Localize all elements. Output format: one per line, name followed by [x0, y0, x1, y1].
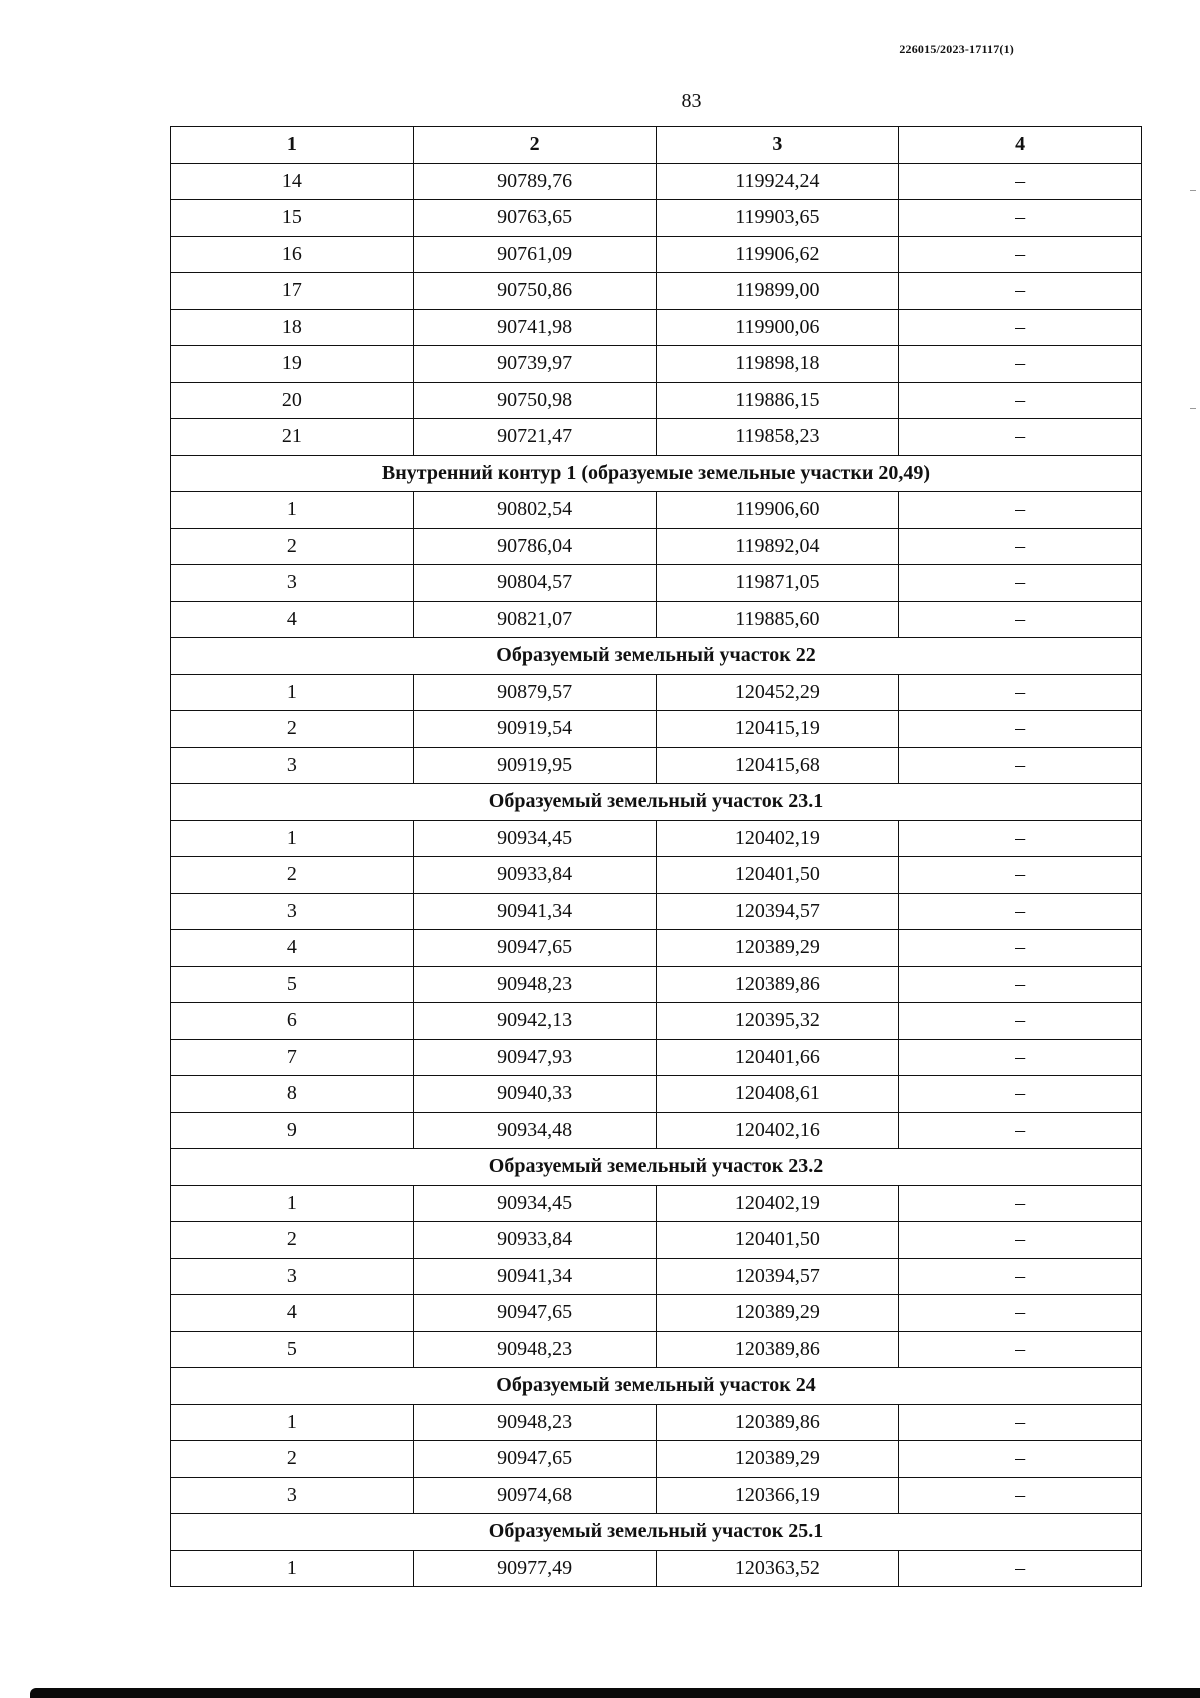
- y-coordinate-cell: 120402,16: [656, 1112, 899, 1149]
- point-number-cell: 1: [171, 1404, 414, 1441]
- table-row: [171, 1039, 1142, 1076]
- y-coordinate-cell: 119885,60: [656, 601, 899, 638]
- point-number-cell: 3: [171, 893, 414, 930]
- column-4-cell: –: [899, 1222, 1142, 1259]
- table-row: [171, 1003, 1142, 1040]
- point-number-cell: 2: [171, 1222, 414, 1259]
- column-4-cell: –: [899, 1295, 1142, 1332]
- column-4-cell: –: [899, 200, 1142, 237]
- point-number-cell: 3: [171, 1477, 414, 1514]
- point-number-cell: 1: [171, 492, 414, 529]
- point-number-cell: 3: [171, 747, 414, 784]
- point-number-cell: 1: [171, 820, 414, 857]
- x-coordinate-cell: 90750,98: [413, 382, 656, 419]
- table-row: [171, 1185, 1142, 1222]
- header-col-1: 1: [171, 127, 414, 164]
- column-4-cell: –: [899, 1039, 1142, 1076]
- y-coordinate-cell: 119858,23: [656, 419, 899, 456]
- x-coordinate-cell: 90750,86: [413, 273, 656, 310]
- x-coordinate-cell: 90821,07: [413, 601, 656, 638]
- table-row: [171, 163, 1142, 200]
- table-row: [171, 674, 1142, 711]
- table-row: [171, 1112, 1142, 1149]
- point-number-cell: 4: [171, 930, 414, 967]
- y-coordinate-cell: 119871,05: [656, 565, 899, 602]
- section-header-row: [171, 455, 1142, 492]
- y-coordinate-cell: 120401,50: [656, 1222, 899, 1259]
- x-coordinate-cell: 90802,54: [413, 492, 656, 529]
- table-row: [171, 492, 1142, 529]
- y-coordinate-cell: 119898,18: [656, 346, 899, 383]
- table-row: [171, 893, 1142, 930]
- x-coordinate-cell: 90947,65: [413, 1295, 656, 1332]
- column-4-cell: –: [899, 1331, 1142, 1368]
- point-number-cell: 20: [171, 382, 414, 419]
- x-coordinate-cell: 90947,65: [413, 930, 656, 967]
- x-coordinate-cell: 90739,97: [413, 346, 656, 383]
- point-number-cell: 2: [171, 711, 414, 748]
- x-coordinate-cell: 90763,65: [413, 200, 656, 237]
- table-row: [171, 966, 1142, 1003]
- header-col-2: 2: [413, 127, 656, 164]
- column-4-cell: –: [899, 1441, 1142, 1478]
- x-coordinate-cell: 90761,09: [413, 236, 656, 273]
- section-header-row: [171, 1514, 1142, 1551]
- point-number-cell: 9: [171, 1112, 414, 1149]
- y-coordinate-cell: 119906,62: [656, 236, 899, 273]
- y-coordinate-cell: 119906,60: [656, 492, 899, 529]
- coordinates-table: [170, 126, 1142, 1587]
- y-coordinate-cell: 120452,29: [656, 674, 899, 711]
- x-coordinate-cell: 90804,57: [413, 565, 656, 602]
- column-4-cell: –: [899, 711, 1142, 748]
- point-number-cell: 1: [171, 1550, 414, 1587]
- column-4-cell: –: [899, 1477, 1142, 1514]
- table-row: [171, 565, 1142, 602]
- y-coordinate-cell: 120402,19: [656, 820, 899, 857]
- table-row: [171, 419, 1142, 456]
- section-header-row: [171, 1368, 1142, 1405]
- y-coordinate-cell: 119903,65: [656, 200, 899, 237]
- point-number-cell: 19: [171, 346, 414, 383]
- x-coordinate-cell: 90942,13: [413, 1003, 656, 1040]
- scan-edge-mark: [1190, 408, 1196, 409]
- column-4-cell: –: [899, 1003, 1142, 1040]
- y-coordinate-cell: 119892,04: [656, 528, 899, 565]
- x-coordinate-cell: 90933,84: [413, 1222, 656, 1259]
- column-4-cell: –: [899, 273, 1142, 310]
- x-coordinate-cell: 90977,49: [413, 1550, 656, 1587]
- scan-bottom-border: [30, 1688, 1200, 1698]
- document-id: 226015/2023-17117(1): [899, 42, 1014, 56]
- table-row: [171, 273, 1142, 310]
- table-body: [171, 163, 1142, 1587]
- section-header-row: [171, 1149, 1142, 1186]
- column-4-cell: –: [899, 857, 1142, 894]
- section-title: Образуемый земельный участок 25.1: [171, 1514, 1142, 1551]
- point-number-cell: 3: [171, 1258, 414, 1295]
- table-row: [171, 820, 1142, 857]
- point-number-cell: 5: [171, 966, 414, 1003]
- column-4-cell: –: [899, 163, 1142, 200]
- x-coordinate-cell: 90919,95: [413, 747, 656, 784]
- column-4-cell: –: [899, 236, 1142, 273]
- column-4-cell: –: [899, 601, 1142, 638]
- section-header-row: [171, 784, 1142, 821]
- point-number-cell: 15: [171, 200, 414, 237]
- column-4-cell: –: [899, 565, 1142, 602]
- y-coordinate-cell: 119899,00: [656, 273, 899, 310]
- table-header-row: [171, 127, 1142, 164]
- x-coordinate-cell: 90934,48: [413, 1112, 656, 1149]
- x-coordinate-cell: 90947,65: [413, 1441, 656, 1478]
- table-row: [171, 1331, 1142, 1368]
- column-4-cell: –: [899, 966, 1142, 1003]
- point-number-cell: 16: [171, 236, 414, 273]
- x-coordinate-cell: 90948,23: [413, 966, 656, 1003]
- y-coordinate-cell: 119924,24: [656, 163, 899, 200]
- column-4-cell: –: [899, 674, 1142, 711]
- column-4-cell: –: [899, 1112, 1142, 1149]
- table-row: [171, 1076, 1142, 1113]
- y-coordinate-cell: 120402,19: [656, 1185, 899, 1222]
- x-coordinate-cell: 90933,84: [413, 857, 656, 894]
- table-row: [171, 346, 1142, 383]
- column-4-cell: –: [899, 747, 1142, 784]
- y-coordinate-cell: 120394,57: [656, 893, 899, 930]
- section-title: Внутренний контур 1 (образуемые земельные участки 20,49): [171, 455, 1142, 492]
- section-title: Образуемый земельный участок 24: [171, 1368, 1142, 1405]
- column-4-cell: –: [899, 309, 1142, 346]
- column-4-cell: –: [899, 930, 1142, 967]
- point-number-cell: 18: [171, 309, 414, 346]
- y-coordinate-cell: 120389,29: [656, 930, 899, 967]
- column-4-cell: –: [899, 419, 1142, 456]
- page-number: 83: [681, 90, 702, 112]
- column-4-cell: –: [899, 1185, 1142, 1222]
- table-row: [171, 1550, 1142, 1587]
- table-row: [171, 1404, 1142, 1441]
- table-row: [171, 747, 1142, 784]
- column-4-cell: –: [899, 346, 1142, 383]
- point-number-cell: 2: [171, 528, 414, 565]
- y-coordinate-cell: 120363,52: [656, 1550, 899, 1587]
- table-row: [171, 1258, 1142, 1295]
- y-coordinate-cell: 120408,61: [656, 1076, 899, 1113]
- x-coordinate-cell: 90948,23: [413, 1331, 656, 1368]
- column-4-cell: –: [899, 1076, 1142, 1113]
- table-row: [171, 601, 1142, 638]
- point-number-cell: 6: [171, 1003, 414, 1040]
- column-4-cell: –: [899, 1550, 1142, 1587]
- y-coordinate-cell: 119900,06: [656, 309, 899, 346]
- x-coordinate-cell: 90947,93: [413, 1039, 656, 1076]
- point-number-cell: 2: [171, 857, 414, 894]
- table-row: [171, 200, 1142, 237]
- y-coordinate-cell: 120389,29: [656, 1295, 899, 1332]
- x-coordinate-cell: 90941,34: [413, 1258, 656, 1295]
- point-number-cell: 17: [171, 273, 414, 310]
- x-coordinate-cell: 90934,45: [413, 820, 656, 857]
- point-number-cell: 1: [171, 674, 414, 711]
- table-row: [171, 930, 1142, 967]
- point-number-cell: 5: [171, 1331, 414, 1368]
- x-coordinate-cell: 90789,76: [413, 163, 656, 200]
- y-coordinate-cell: 120389,29: [656, 1441, 899, 1478]
- y-coordinate-cell: 120389,86: [656, 1404, 899, 1441]
- y-coordinate-cell: 120394,57: [656, 1258, 899, 1295]
- x-coordinate-cell: 90786,04: [413, 528, 656, 565]
- y-coordinate-cell: 119886,15: [656, 382, 899, 419]
- point-number-cell: 1: [171, 1185, 414, 1222]
- point-number-cell: 21: [171, 419, 414, 456]
- x-coordinate-cell: 90948,23: [413, 1404, 656, 1441]
- x-coordinate-cell: 90721,47: [413, 419, 656, 456]
- point-number-cell: 3: [171, 565, 414, 602]
- column-4-cell: –: [899, 1404, 1142, 1441]
- scan-edge-mark: [1190, 190, 1196, 191]
- point-number-cell: 4: [171, 601, 414, 638]
- point-number-cell: 7: [171, 1039, 414, 1076]
- header-col-4: 4: [899, 127, 1142, 164]
- column-4-cell: –: [899, 382, 1142, 419]
- x-coordinate-cell: 90941,34: [413, 893, 656, 930]
- point-number-cell: 14: [171, 163, 414, 200]
- point-number-cell: 8: [171, 1076, 414, 1113]
- x-coordinate-cell: 90974,68: [413, 1477, 656, 1514]
- table-row: [171, 1222, 1142, 1259]
- table-row: [171, 711, 1142, 748]
- section-title: Образуемый земельный участок 23.2: [171, 1149, 1142, 1186]
- y-coordinate-cell: 120395,32: [656, 1003, 899, 1040]
- section-title: Образуемый земельный участок 22: [171, 638, 1142, 675]
- column-4-cell: –: [899, 820, 1142, 857]
- y-coordinate-cell: 120415,68: [656, 747, 899, 784]
- column-4-cell: –: [899, 1258, 1142, 1295]
- x-coordinate-cell: 90741,98: [413, 309, 656, 346]
- column-4-cell: –: [899, 893, 1142, 930]
- y-coordinate-cell: 120366,19: [656, 1477, 899, 1514]
- header-col-3: 3: [656, 127, 899, 164]
- y-coordinate-cell: 120415,19: [656, 711, 899, 748]
- section-header-row: [171, 638, 1142, 675]
- table-row: [171, 528, 1142, 565]
- table-row: [171, 1441, 1142, 1478]
- y-coordinate-cell: 120389,86: [656, 966, 899, 1003]
- y-coordinate-cell: 120401,66: [656, 1039, 899, 1076]
- x-coordinate-cell: 90879,57: [413, 674, 656, 711]
- column-4-cell: –: [899, 528, 1142, 565]
- x-coordinate-cell: 90934,45: [413, 1185, 656, 1222]
- column-4-cell: –: [899, 492, 1142, 529]
- y-coordinate-cell: 120389,86: [656, 1331, 899, 1368]
- section-title: Образуемый земельный участок 23.1: [171, 784, 1142, 821]
- table-row: [171, 1295, 1142, 1332]
- table-row: [171, 236, 1142, 273]
- x-coordinate-cell: 90940,33: [413, 1076, 656, 1113]
- table-row: [171, 857, 1142, 894]
- table-row: [171, 309, 1142, 346]
- x-coordinate-cell: 90919,54: [413, 711, 656, 748]
- y-coordinate-cell: 120401,50: [656, 857, 899, 894]
- point-number-cell: 4: [171, 1295, 414, 1332]
- point-number-cell: 2: [171, 1441, 414, 1478]
- table-row: [171, 382, 1142, 419]
- table-row: [171, 1477, 1142, 1514]
